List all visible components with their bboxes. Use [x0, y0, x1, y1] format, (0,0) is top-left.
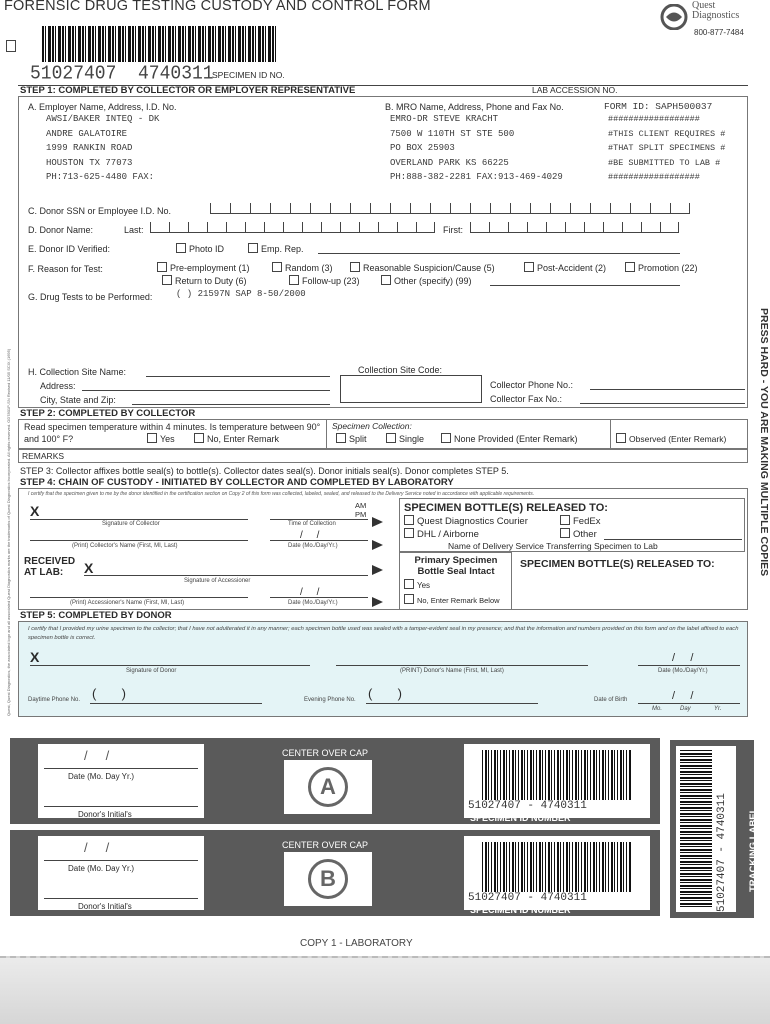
copy-label: COPY 1 - LABORATORY [300, 938, 413, 949]
label-b-barcode-number: 51027407 - 4740311 [468, 892, 587, 904]
notice-line: #THIS CLIENT REQUIRES # [608, 128, 726, 139]
label-b-cap-panel [284, 852, 372, 906]
accessioner-print-line[interactable] [30, 597, 248, 598]
quest-logo-icon [660, 4, 688, 30]
collection-time-line[interactable] [270, 519, 368, 520]
temp-question: Read specimen temperature within 4 minutes. Is temperature between 90° and 100° F? [24, 422, 321, 444]
mro-line: EMRO-DR STEVE KRACHT [390, 114, 499, 124]
notice-line: ################## [608, 172, 700, 182]
label-b-specimen-id-text: SPECIMEN ID NUMBER [470, 905, 571, 915]
mro-line: 7500 W 110TH ST STE 500 [390, 128, 515, 139]
label-a-circle: A [308, 767, 348, 807]
torn-bottom [0, 956, 770, 1024]
first-name-field[interactable] [470, 222, 679, 233]
reason-return-to-duty[interactable]: Return to Duty (6) [162, 275, 247, 286]
accessioner-date-line[interactable] [270, 597, 368, 598]
collection-site-label: H. Collection Site Name: [28, 367, 127, 377]
arrow-icon [372, 517, 383, 527]
mro-line: PH:888-382-2281 FAX:913-469-4029 [390, 172, 563, 182]
dob-line[interactable] [638, 703, 740, 704]
reason-random[interactable]: Random (3) [272, 262, 333, 273]
collection-time-label: Time of Collection [288, 521, 336, 527]
released-dhl[interactable]: DHL / Airborne [404, 528, 479, 540]
primary-seal-label: Primary Specimen Bottle Seal Intact [414, 555, 498, 577]
reason-other[interactable]: Other (specify) (99) [381, 275, 472, 286]
label-b-date-panel: / / Date (Mo. Day Yr.) Donor's Initial's [38, 836, 204, 910]
city-field[interactable] [132, 404, 330, 405]
date-slashes: / / [300, 587, 320, 598]
divider [326, 419, 327, 449]
label-a-barcode-number: 51027407 - 4740311 [468, 800, 587, 812]
step3-text: STEP 3: Collector affixes bottle seal(s) to bottle(s). Collector dates seal(s). Donor initials seal(s). Donor completes STEP 5. [20, 466, 509, 476]
received-at-lab-label: RECEIVED AT LAB: [24, 556, 76, 578]
address-field[interactable] [82, 390, 330, 391]
released-to-title-2: SPECIMEN BOTTLE(S) RELEASED TO: [520, 558, 715, 570]
reason-preemployment[interactable]: Pre-employment (1) [157, 262, 250, 273]
donor-date-line[interactable] [638, 665, 740, 666]
collector-phone-field[interactable] [590, 389, 745, 390]
label-b-date-label: Date (Mo. Day Yr.) [68, 864, 135, 873]
donor-id-line [318, 253, 680, 254]
reason-post-accident[interactable]: Post-Accident (2) [524, 262, 606, 273]
accessioner-signature-line[interactable] [84, 575, 368, 576]
released-fedex[interactable]: FedEx [560, 515, 600, 527]
step5-title: STEP 5: COMPLETED BY DONOR [20, 610, 172, 621]
label-b-initials-label: Donor's Initial's [78, 902, 132, 911]
city-label: City, State and Zip: [40, 395, 116, 405]
dob-yr-label: Yr. [714, 706, 722, 712]
first-name-label: First: [443, 225, 463, 235]
collector-signature-label: Signature of Collector [102, 521, 160, 527]
employer-label: A. Employer Name, Address, I.D. No. [28, 102, 177, 112]
date-slashes: / / [300, 530, 320, 541]
step1-title: STEP 1: COMPLETED BY COLLECTOR OR EMPLOYER REPRESENTATIVE [20, 85, 356, 96]
collection-single[interactable]: Single [386, 433, 424, 444]
site-code-label: Collection Site Code: [358, 365, 443, 375]
arrow-icon [372, 540, 383, 550]
reason-suspicion[interactable]: Reasonable Suspicion/Cause (5) [350, 262, 495, 273]
collector-print-line[interactable] [30, 540, 248, 541]
date-slashes: / / [672, 652, 694, 664]
released-to-title: SPECIMEN BOTTLE(S) RELEASED TO: [404, 502, 608, 514]
pm-label: PM [355, 510, 367, 519]
seal-yes[interactable]: Yes [404, 579, 430, 590]
donor-ssn-label: C. Donor SSN or Employee I.D. No. [28, 206, 172, 216]
label-a-cap-text: CENTER OVER CAP [282, 748, 369, 758]
evening-phone-label: Evening Phone No. [304, 697, 356, 703]
reason-promotion[interactable]: Promotion (22) [625, 262, 698, 273]
donor-print-line[interactable] [336, 665, 588, 666]
emp-rep-option[interactable]: Emp. Rep. [248, 243, 304, 254]
label-a-initials-label: Donor's Initial's [78, 810, 132, 819]
corner-checkbox [6, 40, 16, 52]
arrow-icon [372, 597, 383, 607]
step4-title: STEP 4: CHAIN OF CUSTODY - INITIATED BY COLLECTOR AND COMPLETED BY LABORATORY [20, 477, 454, 488]
step4-certify: I certify that the specimen given to me by the donor identified in the certification section on Copy 2 of this form was collected, labeled, sealed, and released to the Delivery Service noted in accordance with applicable requirements. [28, 491, 535, 497]
specimen-id-secondary: 4740311 [138, 63, 214, 85]
press-hard-text: PRESS HARD - YOU ARE MAKING MULTIPLE COPIES [758, 308, 770, 577]
split-notice [608, 112, 725, 185]
collection-observed[interactable]: Observed (Enter Remark) [616, 433, 726, 444]
dob-mo-label: Mo. [652, 706, 663, 712]
donor-x-mark: X [30, 649, 40, 665]
dob-label: Date of Birth [594, 697, 628, 703]
donor-ssn-field[interactable] [210, 203, 690, 214]
collection-date-label: Date (Mo./Day/Yr.) [288, 543, 338, 549]
drug-tests-value: ( ) 21597N SAP 8-50/2000 [176, 289, 306, 299]
last-name-field[interactable] [150, 222, 435, 233]
collection-site-field[interactable] [146, 376, 330, 377]
accessioner-x-mark: X [84, 560, 94, 576]
form-id: FORM ID: SAPH500037 [604, 101, 713, 112]
remarks-label: REMARKS [22, 451, 65, 461]
label-a-date-label: Date (Mo. Day Yr.) [68, 772, 135, 781]
donor-print-label: (PRINT) Donor's Name (First, MI, Last) [400, 668, 504, 674]
mro-label: B. MRO Name, Address, Phone and Fax No. [385, 102, 564, 112]
label-a-barcode-panel [464, 744, 650, 818]
temp-yes[interactable]: Yes [147, 433, 175, 444]
dob-day-label: Day [680, 706, 691, 712]
employer-line: PH:713-625-4480 FAX: [46, 172, 155, 182]
donor-signature-line[interactable] [30, 665, 310, 666]
tracking-barcode [680, 750, 712, 908]
specimen-collection-label: Specimen Collection: [332, 421, 412, 431]
delivery-service-label: Name of Delivery Service Transferring Specimen to Lab [448, 541, 658, 551]
specimen-id-label: SPECIMEN ID NO. [212, 70, 285, 80]
collection-date-line[interactable] [270, 540, 368, 541]
accessioner-print-label: (Print) Accessioner's Name (First, MI, Last) [70, 600, 185, 606]
step5-certify: I certify that I provided my urine specimen to the collector; that I have not adulterated it in any manner; each specimen bottle used was sealed with a tamper-evident seal in my presence; and that the information and numbers provided on this form and on the label affixed to each specimen bottle is correct. [28, 626, 739, 641]
lab-accession-label: LAB ACCESSION NO. [532, 85, 618, 95]
label-a-specimen-id-text: SPECIMEN ID NUMBER [470, 813, 571, 823]
company-phone: 800-877-7484 [694, 28, 744, 37]
header-barcode [42, 26, 278, 62]
label-a-date-panel: / / Date (Mo. Day Yr.) Donor's Initial's [38, 744, 204, 818]
mro-line: PO BOX 25903 [390, 143, 455, 153]
tracking-label-text: TRACKING LABEL [748, 807, 759, 892]
collector-x-mark: X [30, 503, 40, 519]
divider [610, 419, 611, 449]
collector-fax-field[interactable] [580, 403, 745, 404]
donor-date-label: Date (Mo./Day/Yr.) [658, 668, 708, 674]
am-label: AM [355, 501, 367, 510]
donor-signature-label: Signature of Donor [126, 668, 177, 674]
accessioner-signature-label: Signature of Accessioner [184, 578, 251, 584]
collector-signature-line[interactable] [30, 519, 248, 520]
step2-title: STEP 2: COMPLETED BY COLLECTOR [20, 408, 196, 419]
notice-line: #THAT SPLIT SPECIMENS # [608, 143, 726, 153]
reason-follow-up[interactable]: Follow-up (23) [289, 275, 360, 286]
notice-line: ################## [608, 114, 700, 124]
daytime-phone-parens: ( ) [92, 686, 126, 701]
label-b-circle: B [308, 859, 348, 899]
label-b-barcode-panel [464, 836, 650, 910]
employer-block [46, 112, 159, 185]
donor-name-label: D. Donor Name: [28, 225, 94, 235]
specimen-id-primary: 51027407 [30, 63, 117, 85]
released-quest-courier[interactable]: Quest Diagnostics Courier [404, 515, 528, 527]
site-code-field[interactable] [340, 375, 482, 403]
released-other-line[interactable] [604, 539, 742, 540]
accessioner-date-label: Date (Mo./Day/Yr.) [288, 600, 338, 606]
photo-id-option[interactable]: Photo ID [176, 243, 224, 254]
notice-line: #BE SUBMITTED TO LAB # [608, 157, 721, 168]
seal-no[interactable]: No, Enter Remark Below [404, 594, 500, 605]
address-label: Address: [40, 381, 76, 391]
collection-none[interactable]: None Provided (Enter Remark) [441, 433, 578, 444]
evening-phone-line[interactable] [366, 703, 538, 704]
mro-line: OVERLAND PARK KS 66225 [390, 157, 509, 168]
released-other[interactable]: Other [560, 528, 597, 540]
employer-line: HOUSTON TX 77073 [46, 157, 133, 168]
reason-label: F. Reason for Test: [28, 264, 103, 274]
donor-id-label: E. Donor ID Verified: [28, 244, 111, 254]
date-slashes: / / [672, 690, 694, 702]
evening-phone-parens: ( ) [368, 686, 402, 701]
collector-phone-label: Collector Phone No.: [490, 380, 574, 390]
employer-line: ANDRE GALATOIRE [46, 128, 128, 139]
last-name-label: Last: [124, 225, 144, 235]
label-a-cap-panel [284, 760, 372, 814]
reason-other-line [490, 285, 680, 286]
employer-line: 1999 RANKIN ROAD [46, 143, 133, 153]
collector-fax-label: Collector Fax No.: [490, 394, 563, 404]
remarks-box[interactable] [18, 449, 748, 463]
daytime-phone-label: Daytime Phone No. [28, 697, 81, 703]
mro-block [390, 112, 563, 185]
collection-split[interactable]: Split [336, 433, 367, 444]
drug-tests-label: G. Drug Tests to be Performed: [28, 292, 153, 302]
daytime-phone-line[interactable] [90, 703, 262, 704]
collector-print-label: (Print) Collector's Name (First, MI, Last) [72, 543, 178, 549]
tracking-number: 51027407 - 4740311 [716, 793, 728, 912]
temp-no[interactable]: No, Enter Remark [194, 433, 279, 444]
arrow-icon [372, 565, 383, 575]
employer-line: AWSI/BAKER INTEQ - DK [46, 114, 160, 124]
company-name: Quest Diagnostics [692, 0, 740, 21]
form-title: FORENSIC DRUG TESTING CUSTODY AND CONTROL FORM [4, 0, 431, 14]
label-b-cap-text: CENTER OVER CAP [282, 840, 369, 850]
trademark-side-text: Quest, Quest Diagnostics, the associated logo and all associated Quest Diagnostics marks are the trademarks of Quest Diagnostics Incorporated. All rights reserved. OD7801P-SN Revised 11/05 SCIX (1695) [6, 348, 11, 716]
